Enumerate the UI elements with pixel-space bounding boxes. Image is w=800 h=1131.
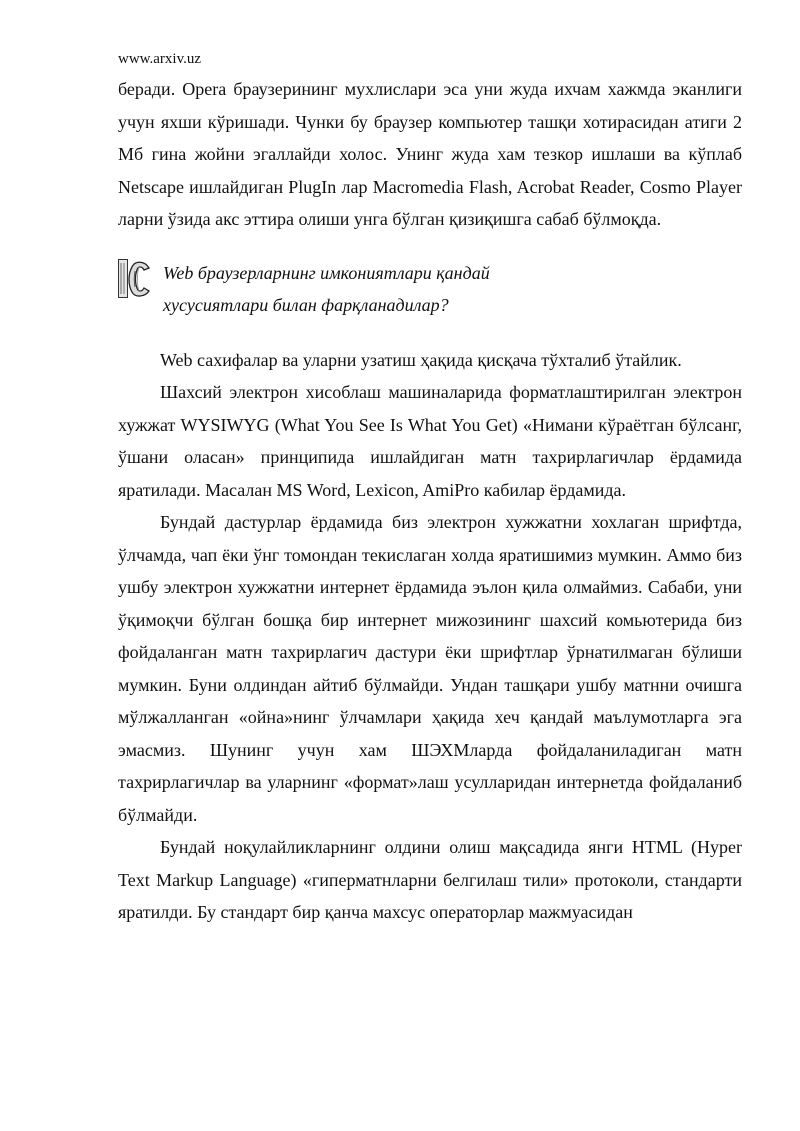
question-line-2: хусусиятлари билан фарқланадилар? (163, 294, 449, 315)
body-paragraph-2: Шахсий электрон хисоблаш машиналарида форматлаштирилган электрон хужжат WYSIWYG (What You See Is What You Get) «Нимани кўраётган бўлсанг, ўшани оласан» принципида ишлайдиган матн тахрирлагичлар ёрдамида яратилади. Масалан MS Word, Lexicon, AmiPro кабилар ёрдамида. (118, 382, 742, 500)
document-body (118, 73, 742, 929)
body-paragraph-4: Бундай ноқулайликларнинг олдини олиш мақсадида янги HTML (Hyper Text Markup Language) «гиперматнларни белгилаш тили» протоколи, стандарти яратилди. Бу стандарт бир қанча махсус операторлар мажмуасидан (118, 837, 742, 922)
question-heading (163, 257, 490, 321)
question-mark-icon (118, 259, 152, 299)
question-block (118, 257, 742, 322)
page-header-url: www.arxiv.uz (118, 51, 202, 67)
intro-paragraph: беради. Opera браузерининг мухлислари эса уни жуда ихчам хажмда эканлиги учун яхши кўришади. Чунки бу браузер компьютер ташқи хотирасидан атиги 2 Мб гина жойни эгаллайди холос. Унинг жуда хам тезкор ишлаши ва кўплаб Netscape ишлайдиган PlugIn лар Macromedia Flash, Acrobat Reader, Cosmo Player ларни ўзида акс эттира олиши унга бўлган қизиқишга сабаб бўлмоқда. (118, 79, 742, 229)
body-paragraph-3: Бундай дастурлар ёрдамида биз электрон хужжатни хохлаган шрифтда, ўлчамда, чап ёки ўнг томондан текислаган холда яратишимиз мумкин. Аммо биз ушбу электрон хужжатни интернет ёрдамида эълон қила олмаймиз. Сабаби, уни ўқимоқчи бўлган бошқа бир интернет мижозининг шахсий комьютерида биз фойдаланган матн тахрирлагич дастури ёки шрифтлар ўрнатилмаган бўлиши мумкин. Буни олдиндан айтиб бўлмайди. Ундан ташқари ушбу матнни очишга мўлжалланган «ойна»нинг ўлчамлари ҳақида хеч қандай маълумотларга эга эмасмиз. Шунинг учун хам ШЭХМларда фойдаланиладиган матн тахрирлагичлар ва уларнинг «формат»лаш усулларидан интернетда фойдаланиб бўлмайди. (118, 512, 742, 825)
question-line-1: Web браузерларнинг имкониятлари қандай (163, 262, 490, 283)
body-paragraph-1: Web сахифалар ва уларни узатиш ҳақида қисқача тўхталиб ўтайлик. (160, 349, 682, 370)
